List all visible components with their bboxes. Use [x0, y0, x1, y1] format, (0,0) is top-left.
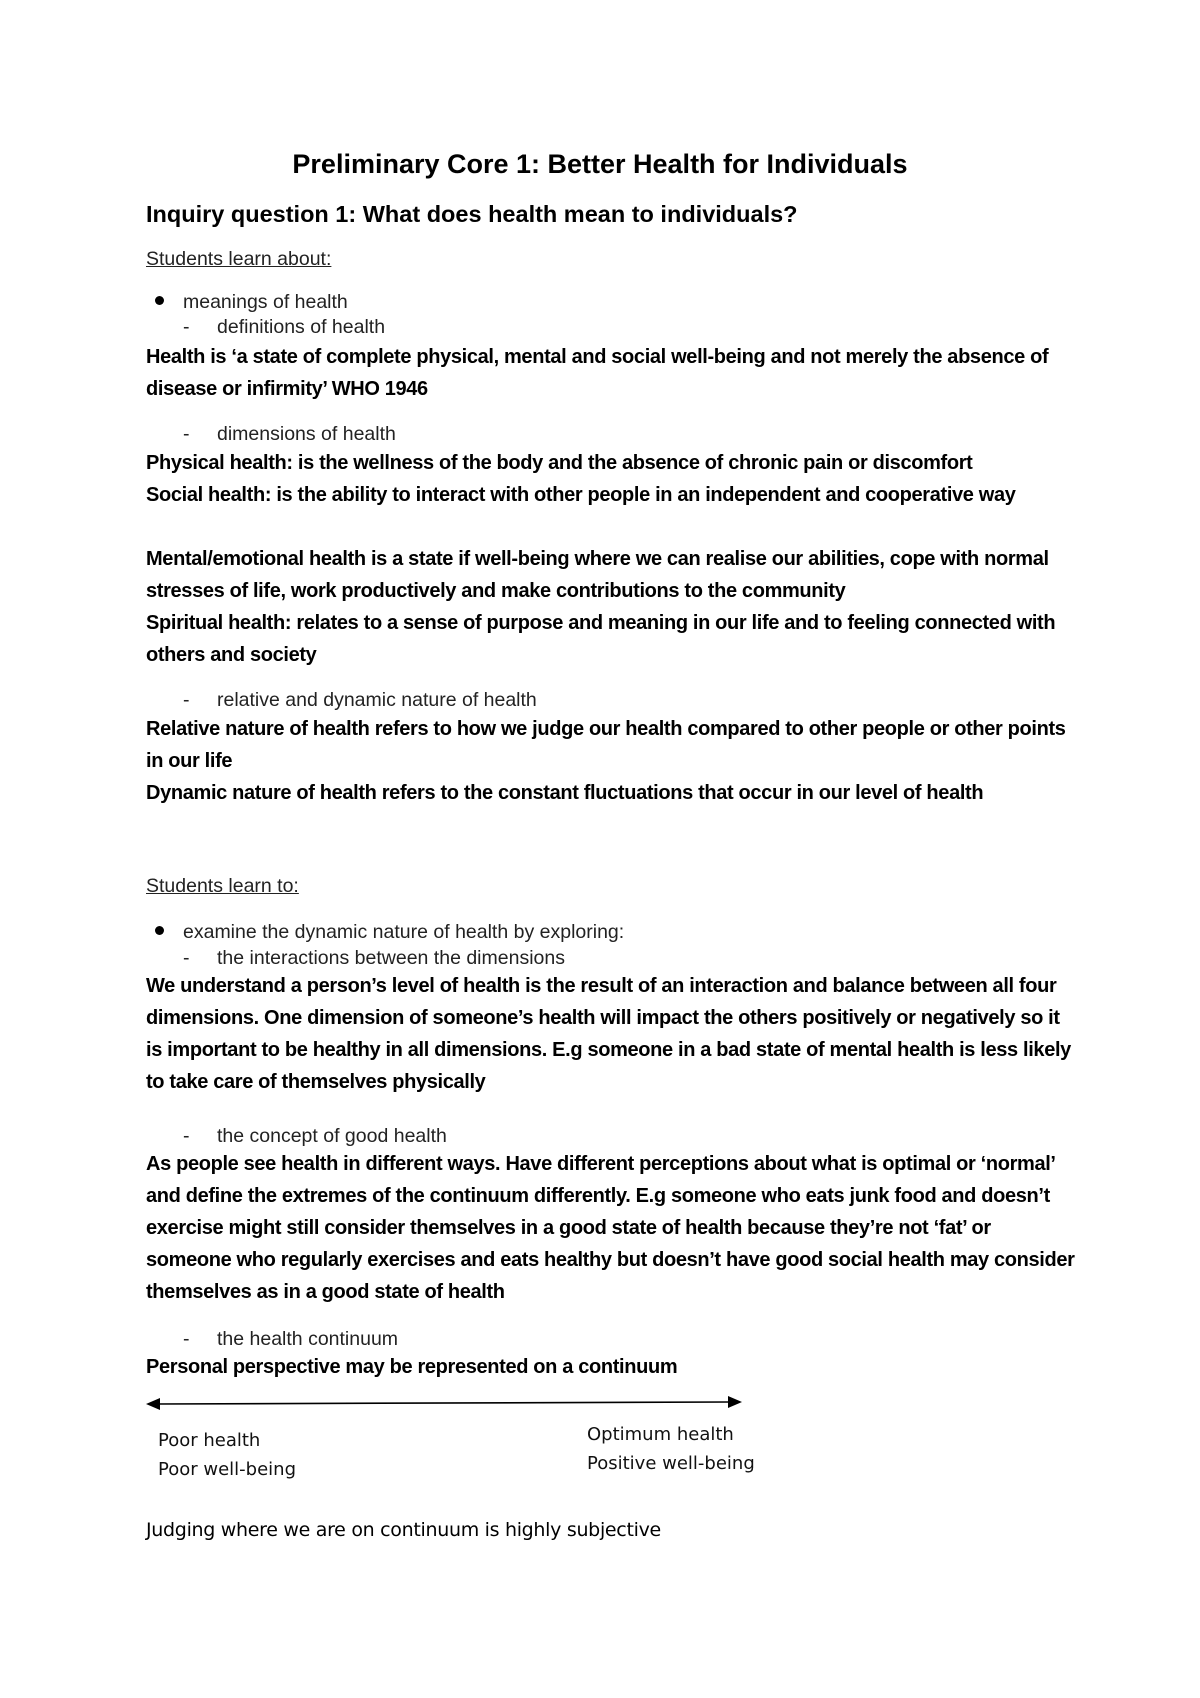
right-arrowhead — [728, 1396, 742, 1408]
left-arrowhead — [146, 1398, 160, 1410]
health-continuum-item: the health continuum — [217, 1328, 399, 1350]
dimensions-of-health-item: dimensions of health — [217, 423, 396, 445]
bullet-marker — [155, 926, 164, 935]
optimum-health-label: Optimum health — [587, 1424, 734, 1445]
dash-marker: - — [183, 316, 190, 338]
social-health-text: Social health: is the ability to interact with other people in an independent and cooperative way — [146, 484, 1016, 506]
learn-about-heading: Students learn about: — [146, 248, 332, 270]
dash-marker: - — [183, 1328, 190, 1350]
spiritual-health-text: Spiritual health: relates to a sense of purpose and meaning in our life and to feeling connected with others and society — [146, 612, 1056, 666]
dash-marker: - — [183, 423, 190, 445]
relative-nature-text: Relative nature of health refers to how we judge our health compared to other people or other points in our life — [146, 718, 1066, 772]
continuum-arrow — [146, 1394, 742, 1412]
bullet-marker — [155, 296, 164, 305]
who-definition-text: Health is ‘a state of complete physical, mental and social well-being and not merely the absence of disease or infirmity’ WHO 1946 — [146, 346, 1049, 400]
continuum-intro-text: Personal perspective may be represented on a continuum — [146, 1356, 678, 1378]
dynamic-nature-text: Dynamic nature of health refers to the constant fluctuations that occur in our level of health — [146, 782, 984, 804]
physical-health-text: Physical health: is the wellness of the body and the absence of chronic pain or discomfort — [146, 452, 973, 474]
learn-to-heading: Students learn to: — [146, 875, 299, 897]
inquiry-question: Inquiry question 1: What does health mean to individuals? — [146, 201, 798, 227]
poor-health-label: Poor health — [158, 1430, 261, 1451]
page-title: Preliminary Core 1: Better Health for Individuals — [292, 149, 908, 179]
mental-health-text: Mental/emotional health is a state if well-being where we can realise our abilities, cope with normal stresses of life, work productively and make contributions to the community — [146, 548, 1049, 602]
meanings-of-health-item: meanings of health — [183, 291, 348, 313]
dash-marker: - — [183, 689, 190, 711]
definitions-of-health-item: definitions of health — [217, 316, 386, 338]
interactions-item: the interactions between the dimensions — [217, 947, 565, 969]
dash-marker: - — [183, 1125, 190, 1147]
good-health-item: the concept of good health — [217, 1125, 447, 1147]
poor-wellbeing-label: Poor well-being — [158, 1459, 296, 1480]
examine-dynamic-item: examine the dynamic nature of health by exploring: — [183, 921, 625, 943]
continuum-conclusion-text: Judging where we are on continuum is highly subjective — [146, 1519, 661, 1541]
positive-wellbeing-label: Positive well-being — [587, 1453, 755, 1474]
relative-dynamic-item: relative and dynamic nature of health — [217, 689, 537, 711]
good-health-text: As people see health in different ways. Have different perceptions about what is optimal or ‘normal’ and define the extremes of the continuum differently. E.g someone who eats junk food and doesn’t exercise might still consider themselves in a good state of health because they’re not ‘fat’ or someone who regularly exercises and eats healthy but doesn’t have good social health may consider themselves as in a good state of health — [146, 1153, 1075, 1303]
dash-marker: - — [183, 947, 190, 969]
interactions-text: We understand a person’s level of health is the result of an interaction and balance between all four dimensions. One dimension of someone’s health will impact the others positively or negatively so it is important to be healthy in all dimensions. E.g someone in a bad state of mental health is less likely to take care of themselves physically — [146, 975, 1071, 1093]
continuum-line — [156, 1402, 730, 1404]
